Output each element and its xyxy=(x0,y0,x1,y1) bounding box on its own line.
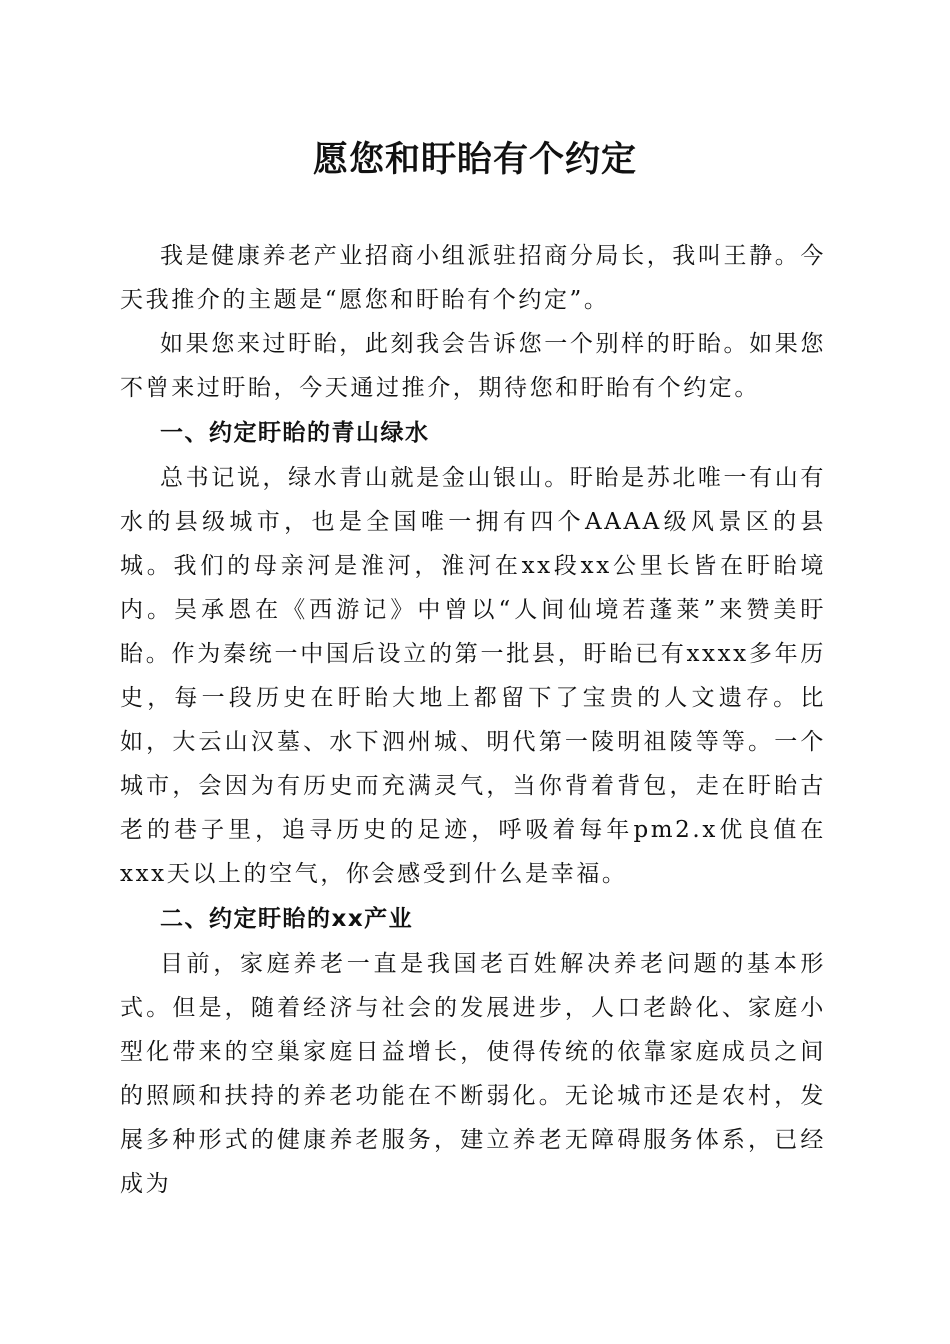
paragraph-landscape: 总书记说，绿水青山就是金山银山。盱眙是苏北唯一有山有水的县级城市，也是全国唯一拥有四个AAAA级风景区的县城。我们的母亲河是淮河，淮河在xx段xx公里长皆在盱眙境内。吴承恩在《西游记》中曾以“人间仙境若蓬莱”来赞美盱眙。作为秦统一中国后设立的第一批县，盱眙已有xxxx多年历史，每一段历史在盱眙大地上都留下了宝贵的人文遗存。比如，大云山汉墓、水下泗州城、明代第一陵明祖陵等等。一个城市，会因为有历史而充满灵气，当你背着背包，走在盱眙古老的巷子里，追寻历史的足迹，呼吸着每年pm2.x优良值在xxx天以上的空气，你会感受到什么是幸福。 xyxy=(120,465,826,887)
paragraph-industry: 目前，家庭养老一直是我国老百姓解决养老问题的基本形式。但是，随着经济与社会的发展进步，人口老龄化、家庭小型化带来的空巢家庭日益增长，使得传统的依靠家庭成员之间的照顾和扶持的养老功能在不断弱化。无论城市还是农村，发展多种形式的健康养老服务，建立养老无障碍服务体系，已经成为 xyxy=(120,951,826,1197)
section-heading-2: 二、约定盱眙的xx产业 xyxy=(160,906,414,932)
document-title: 愿您和盱眙有个约定 xyxy=(312,139,637,180)
section-heading-1: 一、约定盱眙的青山绿水 xyxy=(160,420,430,446)
paragraph-invitation: 如果您来过盱眙，此刻我会告诉您一个别样的盱眙。如果您不曾来过盱眙，今天通过推介，期待您和盱眙有个约定。 xyxy=(120,331,826,401)
paragraph-intro: 我是健康养老产业招商小组派驻招商分局长，我叫王静。今天我推介的主题是“愿您和盱眙有个约定”。 xyxy=(120,243,826,313)
document-body xyxy=(120,234,826,1206)
